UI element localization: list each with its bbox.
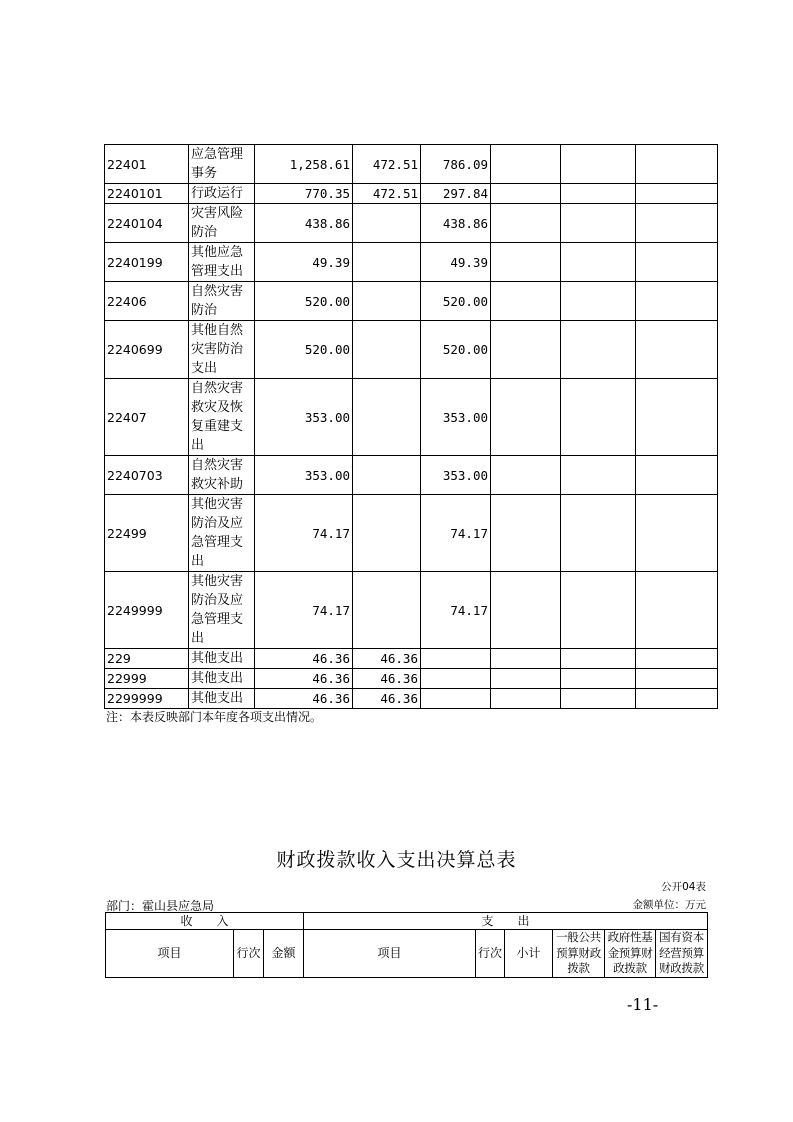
empty-cell	[636, 669, 718, 689]
subject-name-line: 其他应急	[191, 245, 244, 260]
subject-name	[189, 689, 255, 709]
subject-code: 2240104	[105, 204, 189, 243]
empty-cell	[491, 243, 561, 282]
empty-cell	[491, 456, 561, 495]
empty-cell	[636, 145, 718, 184]
subject-name	[189, 282, 255, 321]
amount-project: 353.00	[421, 456, 491, 495]
page-number: -11-	[627, 995, 659, 1014]
empty-cell	[561, 572, 636, 649]
subject-name-line: 支出	[191, 361, 218, 376]
empty-cell	[636, 204, 718, 243]
subject-name-line: 急管理支	[191, 612, 244, 627]
subject-name-line: 复重建支	[191, 419, 244, 434]
income-header: 收 入	[106, 913, 304, 930]
amount-project: 438.86	[421, 204, 491, 243]
empty-cell	[636, 282, 718, 321]
subject-name	[189, 495, 255, 572]
empty-cell	[491, 669, 561, 689]
amount-basic	[353, 379, 421, 456]
table-row	[105, 184, 718, 204]
summary-table	[105, 912, 708, 978]
subject-code: 22401	[105, 145, 189, 184]
header-state-capital: 国有资本经营预算财政拨款	[656, 930, 708, 978]
amount-project: 49.39	[421, 243, 491, 282]
header-subtotal: 小计	[505, 930, 553, 978]
table-row	[105, 145, 718, 184]
subject-name-line: 防治及应	[191, 593, 244, 608]
amount-basic: 46.36	[353, 669, 421, 689]
amount-total: 520.00	[255, 321, 353, 379]
subject-code: 22407	[105, 379, 189, 456]
amount-total: 74.17	[255, 495, 353, 572]
empty-cell	[561, 321, 636, 379]
empty-cell	[561, 495, 636, 572]
header-general-budget: 一般公共预算财政拨款	[553, 930, 605, 978]
header-item2: 项目	[304, 930, 476, 978]
subject-code: 2240199	[105, 243, 189, 282]
empty-cell	[561, 649, 636, 669]
amount-project	[421, 669, 491, 689]
subject-name-line: 其他灾害	[191, 497, 244, 512]
subject-name	[189, 243, 255, 282]
table-row	[105, 456, 718, 495]
empty-cell	[491, 282, 561, 321]
empty-cell	[491, 321, 561, 379]
subject-name	[189, 379, 255, 456]
subject-name-line: 自然灾害	[191, 458, 244, 473]
empty-cell	[636, 456, 718, 495]
subject-name	[189, 204, 255, 243]
empty-cell	[491, 379, 561, 456]
subject-name	[189, 145, 255, 184]
subject-name-line: 其他自然	[191, 323, 244, 338]
empty-cell	[491, 145, 561, 184]
header-amount: 金额	[264, 930, 304, 978]
amount-basic	[353, 572, 421, 649]
subject-code: 229	[105, 649, 189, 669]
table-row	[105, 689, 718, 709]
empty-cell	[491, 184, 561, 204]
amount-total: 49.39	[255, 243, 353, 282]
table-row	[105, 649, 718, 669]
empty-cell	[561, 456, 636, 495]
amount-project: 297.84	[421, 184, 491, 204]
subject-name	[189, 456, 255, 495]
amount-total: 74.17	[255, 572, 353, 649]
empty-cell	[561, 669, 636, 689]
table-row	[105, 495, 718, 572]
amount-project: 74.17	[421, 495, 491, 572]
subject-name-line: 急管理支	[191, 535, 244, 550]
subject-code: 2249999	[105, 572, 189, 649]
amount-basic: 472.51	[353, 145, 421, 184]
table-row	[105, 282, 718, 321]
empty-cell	[491, 689, 561, 709]
subject-name-line: 出	[191, 438, 205, 453]
subject-code: 2240703	[105, 456, 189, 495]
header-line: 行次	[234, 930, 264, 978]
table-row	[105, 243, 718, 282]
empty-cell	[636, 379, 718, 456]
amount-total: 46.36	[255, 689, 353, 709]
subject-code: 2240699	[105, 321, 189, 379]
empty-cell	[491, 495, 561, 572]
empty-cell	[561, 689, 636, 709]
amount-basic	[353, 321, 421, 379]
subject-name	[189, 321, 255, 379]
empty-cell	[636, 572, 718, 649]
amount-project: 520.00	[421, 321, 491, 379]
expense-detail-table	[104, 144, 718, 709]
amount-project: 786.09	[421, 145, 491, 184]
subject-code: 22406	[105, 282, 189, 321]
subject-name-line: 灾害风险	[191, 206, 244, 221]
subject-name-line: 出	[191, 631, 205, 646]
amount-total: 46.36	[255, 669, 353, 689]
amount-project: 353.00	[421, 379, 491, 456]
amount-total: 438.86	[255, 204, 353, 243]
subject-name-line: 防治	[191, 303, 218, 318]
header-fund-budget: 政府性基金预算财政拨款	[605, 930, 656, 978]
subject-name-line: 自然灾害	[191, 284, 244, 299]
table-row	[105, 669, 718, 689]
table-row	[105, 321, 718, 379]
amount-project: 520.00	[421, 282, 491, 321]
empty-cell	[636, 689, 718, 709]
amount-basic	[353, 282, 421, 321]
subject-name-line: 防治及应	[191, 516, 244, 531]
amount-basic	[353, 243, 421, 282]
empty-cell	[561, 379, 636, 456]
subject-name	[189, 649, 255, 669]
amount-basic	[353, 495, 421, 572]
empty-cell	[491, 572, 561, 649]
subject-code: 22999	[105, 669, 189, 689]
amount-project	[421, 649, 491, 669]
table-row	[105, 204, 718, 243]
subject-name-line: 行政运行	[191, 186, 244, 201]
subject-name-line: 救灾补助	[191, 477, 244, 492]
subject-name-line: 管理支出	[191, 264, 244, 279]
subject-code: 22499	[105, 495, 189, 572]
unit-label: 金额单位：万元	[632, 899, 706, 911]
subject-name	[189, 572, 255, 649]
subject-name	[189, 184, 255, 204]
subject-name-line: 自然灾害	[191, 381, 244, 396]
amount-total: 46.36	[255, 649, 353, 669]
subject-name	[189, 669, 255, 689]
expense-header: 支 出	[304, 913, 708, 930]
empty-cell	[561, 282, 636, 321]
page-title: 财政拨款收入支出决算总表	[276, 849, 517, 871]
table-row	[105, 572, 718, 649]
subject-name-line: 出	[191, 554, 205, 569]
amount-total: 1,258.61	[255, 145, 353, 184]
subject-code: 2299999	[105, 689, 189, 709]
empty-cell	[561, 243, 636, 282]
department-label: 部门：霍山县应急局	[106, 899, 215, 913]
amount-basic	[353, 456, 421, 495]
subject-name-line: 其他支出	[191, 651, 244, 666]
subject-code: 2240101	[105, 184, 189, 204]
subject-name-line: 救灾及恢	[191, 400, 244, 415]
header-item: 项目	[106, 930, 234, 978]
empty-cell	[636, 495, 718, 572]
amount-basic: 46.36	[353, 689, 421, 709]
subject-name-line: 灾害防治	[191, 342, 244, 357]
subject-name-line: 其他支出	[191, 671, 244, 686]
amount-total: 353.00	[255, 456, 353, 495]
empty-cell	[636, 243, 718, 282]
empty-cell	[561, 145, 636, 184]
amount-basic: 472.51	[353, 184, 421, 204]
table-row	[105, 379, 718, 456]
empty-cell	[491, 204, 561, 243]
amount-basic: 46.36	[353, 649, 421, 669]
subject-name-line: 防治	[191, 225, 218, 240]
form-code: 公开04表	[661, 881, 706, 893]
amount-project	[421, 689, 491, 709]
amount-basic	[353, 204, 421, 243]
subject-name-line: 事务	[191, 166, 218, 181]
subject-name-line: 应急管理	[191, 147, 244, 162]
subject-name-line: 其他支出	[191, 691, 244, 706]
empty-cell	[636, 184, 718, 204]
empty-cell	[561, 184, 636, 204]
empty-cell	[636, 649, 718, 669]
header-line2: 行次	[476, 930, 505, 978]
amount-project: 74.17	[421, 572, 491, 649]
empty-cell	[561, 204, 636, 243]
amount-total: 520.00	[255, 282, 353, 321]
amount-total: 770.35	[255, 184, 353, 204]
amount-total: 353.00	[255, 379, 353, 456]
table-note: 注：本表反映部门本年度各项支出情况。	[106, 710, 323, 724]
empty-cell	[491, 649, 561, 669]
empty-cell	[636, 321, 718, 379]
subject-name-line: 其他灾害	[191, 574, 244, 589]
